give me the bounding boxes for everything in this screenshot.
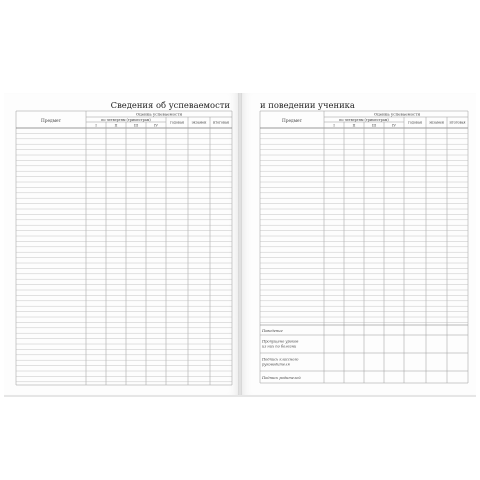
quarter-3-header: III <box>133 123 139 128</box>
assessment-header: Оценка успеваемости <box>373 111 421 117</box>
quarters-header: по четвертям (триместрам) <box>101 118 151 122</box>
book-spine <box>238 93 242 395</box>
subject-header: Предмет <box>282 119 302 124</box>
quarter-2-header: II <box>352 123 356 128</box>
quarters-header: по четвертям (триместрам) <box>339 118 389 122</box>
right-page-title: и поведении ученика <box>260 100 355 110</box>
teacher-signature-label: Подпись классного <box>262 357 299 362</box>
behavior-label: Поведение <box>262 329 283 333</box>
exam-header: экзамен <box>191 120 207 125</box>
exam-header: экзамен <box>429 120 444 125</box>
right-page <box>240 93 476 395</box>
left-page-title: Сведения об успеваемости <box>110 100 230 110</box>
quarter-4-header: IV <box>392 123 396 128</box>
teacher-signature-label-2: руководителя <box>262 362 290 367</box>
missed-lessons-label: Пропущено уроков <box>262 339 299 344</box>
yearly-header: годовая <box>169 120 185 125</box>
right-grade-table <box>240 93 476 395</box>
quarter-1-header: I <box>333 123 335 128</box>
page-edge <box>4 395 476 397</box>
quarter-4-header: IV <box>154 123 158 128</box>
final-header: итоговая <box>212 120 230 125</box>
notebook-spread <box>4 93 476 395</box>
quarter-3-header: III <box>371 123 377 128</box>
quarter-2-header: II <box>114 123 118 128</box>
left-page <box>4 93 240 395</box>
quarter-1-header: I <box>95 123 97 128</box>
left-grade-table <box>4 93 240 395</box>
missed-illness-label: из них по болезни <box>262 344 297 349</box>
parents-signature-label: Подпись родителей <box>262 376 301 380</box>
subject-header: Предмет <box>41 119 61 124</box>
assessment-header: Оценка успеваемости <box>135 111 183 117</box>
final-header: итоговая <box>449 120 466 125</box>
yearly-header: годовая <box>407 120 423 125</box>
